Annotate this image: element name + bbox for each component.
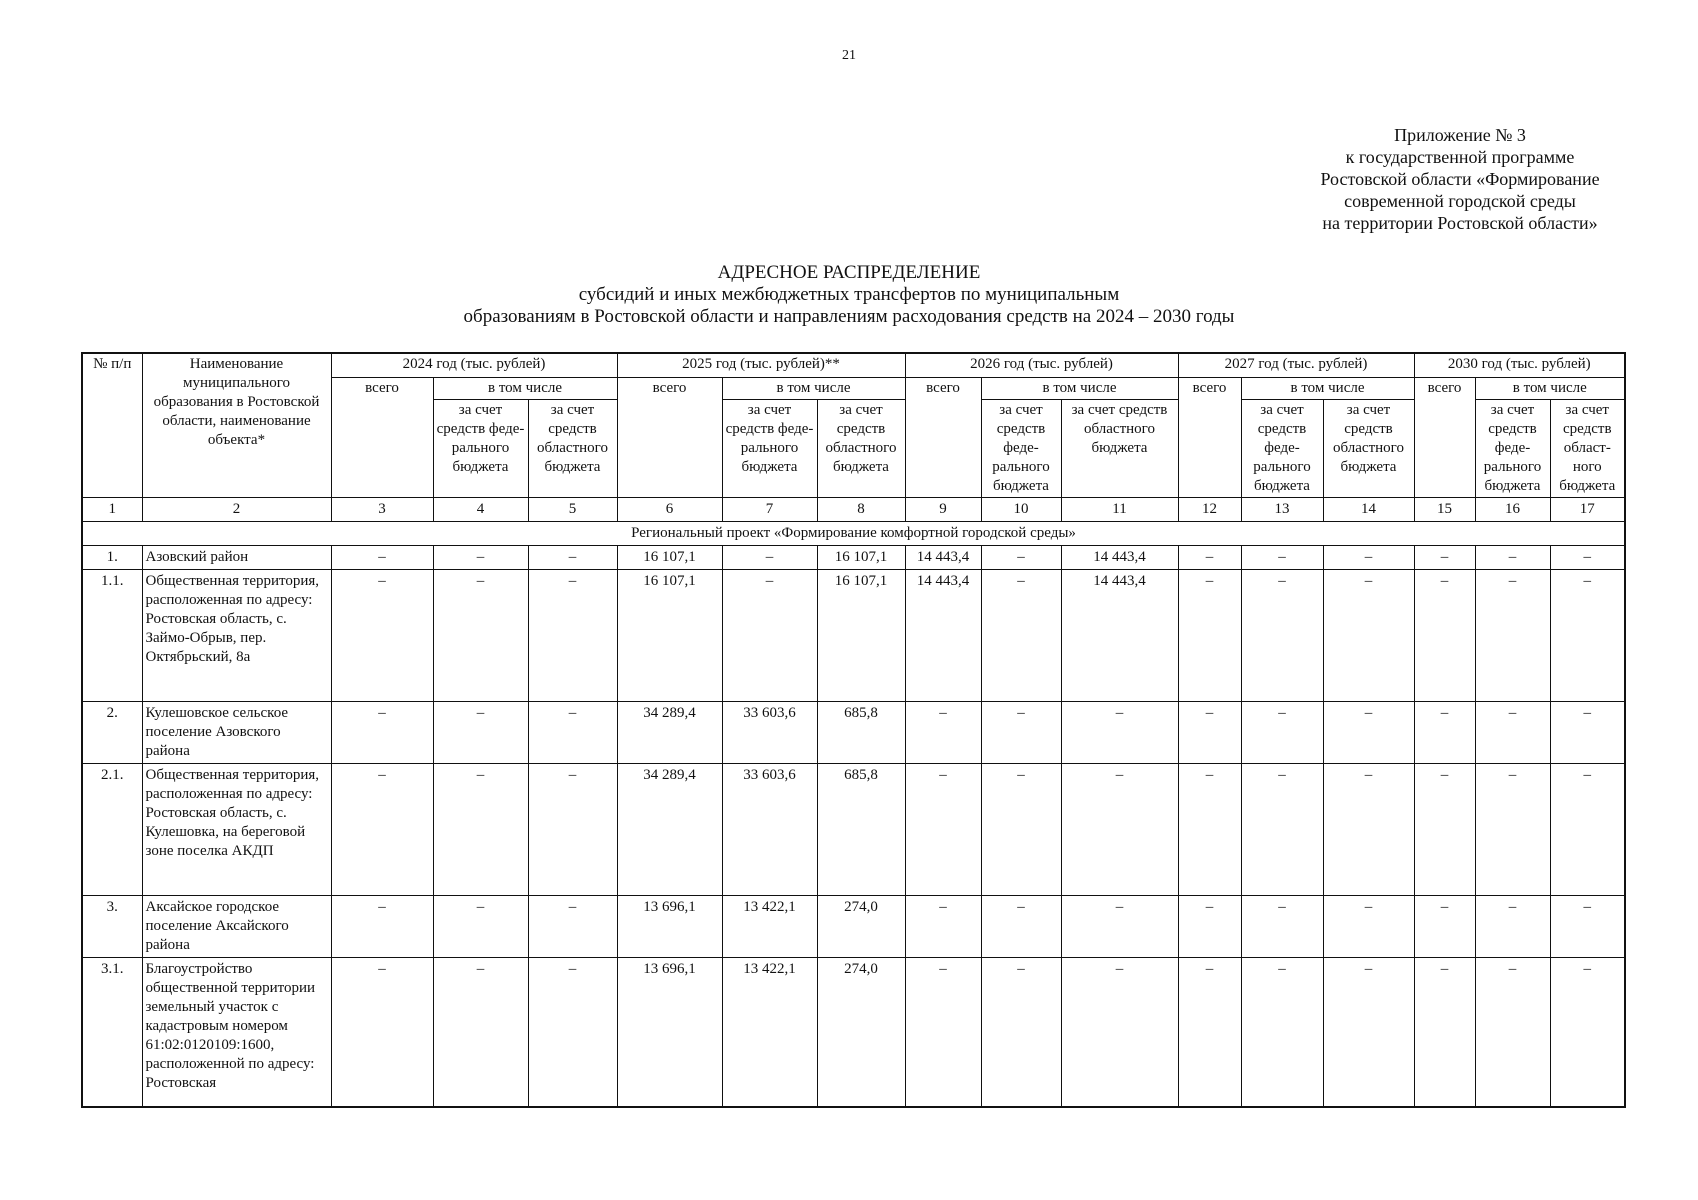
row-value: 685,8: [817, 763, 905, 895]
row-value: –: [981, 701, 1061, 763]
column-number: 17: [1550, 497, 1625, 521]
row-value: 274,0: [817, 895, 905, 957]
column-number: 1: [82, 497, 142, 521]
row-name: Азовский район: [142, 545, 331, 569]
header-federal: за счет средств феде-рального бюджета: [1475, 399, 1550, 497]
header-total: всего: [617, 377, 722, 497]
header-including: в том числе: [1475, 377, 1625, 399]
row-value: –: [981, 545, 1061, 569]
row-value: –: [433, 569, 528, 701]
row-value: –: [528, 701, 617, 763]
column-number: 11: [1061, 497, 1178, 521]
row-value: 13 696,1: [617, 957, 722, 1107]
row-value: –: [1323, 569, 1414, 701]
row-value: –: [331, 569, 433, 701]
header-regional: за счет средств областного бюджета: [817, 399, 905, 497]
row-value: –: [528, 957, 617, 1107]
row-value: –: [1550, 957, 1625, 1107]
row-value: –: [1178, 545, 1241, 569]
header-including: в том числе: [1241, 377, 1414, 399]
row-value: –: [331, 895, 433, 957]
header-total: всего: [1178, 377, 1241, 497]
column-number: 6: [617, 497, 722, 521]
row-value: –: [1061, 957, 1178, 1107]
header-name: Наименование муниципального образования в Ростовской области, наименование объекта*: [142, 353, 331, 497]
row-value: –: [1061, 701, 1178, 763]
row-value: 13 696,1: [617, 895, 722, 957]
appendix-line: Ростовской области «Формирование: [1320, 169, 1600, 189]
row-value: –: [1323, 545, 1414, 569]
header-federal: за счет средств феде-рального бюджета: [722, 399, 817, 497]
row-value: –: [1550, 569, 1625, 701]
row-value: 14 443,4: [1061, 545, 1178, 569]
column-number: 3: [331, 497, 433, 521]
column-number: 13: [1241, 497, 1323, 521]
column-number-row: [82, 497, 1625, 521]
row-value: –: [1414, 957, 1475, 1107]
row-value: 685,8: [817, 701, 905, 763]
row-value: 33 603,6: [722, 701, 817, 763]
row-value: –: [1323, 957, 1414, 1107]
row-value: –: [1550, 545, 1625, 569]
row-value: –: [1241, 763, 1323, 895]
row-value: –: [905, 763, 981, 895]
row-value: 16 107,1: [617, 569, 722, 701]
row-value: –: [981, 569, 1061, 701]
section-title: Региональный проект «Формирование комфортной городской среды»: [82, 521, 1625, 545]
row-value: –: [1414, 569, 1475, 701]
row-value: –: [1323, 701, 1414, 763]
appendix-note: [1250, 124, 1670, 234]
row-value: 34 289,4: [617, 763, 722, 895]
row-value: –: [1178, 895, 1241, 957]
column-number: 4: [433, 497, 528, 521]
row-value: –: [1241, 569, 1323, 701]
table-row: [82, 957, 1625, 1107]
appendix-line: на территории Ростовской области»: [1322, 213, 1598, 233]
row-number: 3.: [82, 895, 142, 957]
row-value: –: [433, 895, 528, 957]
row-value: 13 422,1: [722, 895, 817, 957]
header-no: № п/п: [82, 353, 142, 497]
column-number: 7: [722, 497, 817, 521]
row-value: –: [433, 545, 528, 569]
row-value: –: [528, 895, 617, 957]
column-number: 16: [1475, 497, 1550, 521]
row-value: –: [981, 763, 1061, 895]
row-value: –: [1241, 957, 1323, 1107]
row-value: –: [1178, 763, 1241, 895]
column-number: 15: [1414, 497, 1475, 521]
header-including: в том числе: [722, 377, 905, 399]
title-line-1: АДРЕСНОЕ РАСПРЕДЕЛЕНИЕ: [717, 262, 981, 283]
row-value: 14 443,4: [1061, 569, 1178, 701]
header-total: всего: [331, 377, 433, 497]
row-value: –: [1241, 545, 1323, 569]
table-row: [82, 895, 1625, 957]
row-value: –: [905, 895, 981, 957]
appendix-line: Приложение № 3: [1394, 125, 1526, 145]
appendix-line: к государственной программе: [1345, 147, 1575, 167]
header-year-2025: 2025 год (тыс. рублей)**: [617, 353, 905, 377]
row-value: –: [1475, 895, 1550, 957]
row-value: –: [528, 763, 617, 895]
row-value: –: [1061, 895, 1178, 957]
row-value: –: [1178, 957, 1241, 1107]
row-value: –: [1061, 763, 1178, 895]
column-number: 10: [981, 497, 1061, 521]
row-value: –: [905, 957, 981, 1107]
row-value: 274,0: [817, 957, 905, 1107]
row-value: 16 107,1: [617, 545, 722, 569]
row-value: –: [1414, 545, 1475, 569]
header-federal: за счет средств феде-рального бюджета: [981, 399, 1061, 497]
row-value: –: [331, 763, 433, 895]
distribution-table: [81, 352, 1626, 1108]
page-number: 21: [842, 48, 856, 63]
row-value: 16 107,1: [817, 545, 905, 569]
row-value: –: [528, 569, 617, 701]
header-including: в том числе: [433, 377, 617, 399]
row-value: 33 603,6: [722, 763, 817, 895]
document-title: [0, 262, 1698, 328]
header-federal: за счет средств феде-рального бюджета: [433, 399, 528, 497]
header-year-2027: 2027 год (тыс. рублей): [1178, 353, 1414, 377]
header-total: всего: [1414, 377, 1475, 497]
row-name: Общественная территория, расположенная по адресу: Ростовская область, с. Кулешовка, на береговой зоне поселка АКДП: [142, 763, 331, 895]
header-year-2030: 2030 год (тыс. рублей): [1414, 353, 1625, 377]
row-number: 2.1.: [82, 763, 142, 895]
row-number: 2.: [82, 701, 142, 763]
row-value: –: [1241, 701, 1323, 763]
table-row: [82, 763, 1625, 895]
column-number: 5: [528, 497, 617, 521]
table-row: [82, 545, 1625, 569]
row-value: 34 289,4: [617, 701, 722, 763]
row-value: –: [1323, 763, 1414, 895]
header-regional: за счет средств областного бюджета: [528, 399, 617, 497]
row-value: –: [981, 957, 1061, 1107]
row-value: 14 443,4: [905, 545, 981, 569]
table-row: [82, 701, 1625, 763]
row-value: –: [331, 701, 433, 763]
row-value: –: [722, 545, 817, 569]
row-value: –: [1550, 763, 1625, 895]
section-row: [82, 521, 1625, 545]
column-number: 9: [905, 497, 981, 521]
row-value: –: [331, 957, 433, 1107]
row-value: –: [905, 701, 981, 763]
row-value: 14 443,4: [905, 569, 981, 701]
header-year-2026: 2026 год (тыс. рублей): [905, 353, 1178, 377]
row-number: 3.1.: [82, 957, 142, 1107]
table-row: [82, 569, 1625, 701]
row-value: –: [981, 895, 1061, 957]
row-value: 16 107,1: [817, 569, 905, 701]
row-value: –: [1550, 895, 1625, 957]
row-value: –: [1241, 895, 1323, 957]
row-value: –: [1550, 701, 1625, 763]
row-value: –: [1178, 701, 1241, 763]
row-value: –: [1475, 957, 1550, 1107]
column-number: 8: [817, 497, 905, 521]
row-value: –: [1414, 895, 1475, 957]
appendix-line: современной городской среды: [1344, 191, 1576, 211]
header-regional: за счет средств областного бюджета: [1323, 399, 1414, 497]
column-number: 14: [1323, 497, 1414, 521]
row-name: Благоустройство общественной территории земельный участок с кадастровым номером 61:02:0120109:1600, расположенной по адресу: Ростовская: [142, 957, 331, 1107]
row-value: –: [1414, 701, 1475, 763]
header-year-2024: 2024 год (тыс. рублей): [331, 353, 617, 377]
row-value: –: [1323, 895, 1414, 957]
row-value: –: [1414, 763, 1475, 895]
row-number: 1.1.: [82, 569, 142, 701]
header-total: всего: [905, 377, 981, 497]
row-value: –: [1475, 701, 1550, 763]
row-value: –: [433, 957, 528, 1107]
row-value: –: [528, 545, 617, 569]
row-value: –: [1178, 569, 1241, 701]
row-value: –: [433, 763, 528, 895]
header-regional: за счет средств област-ного бюджета: [1550, 399, 1625, 497]
row-value: –: [1475, 545, 1550, 569]
title-line-2: субсидий и иных межбюджетных трансфертов по муниципальным: [578, 284, 1120, 305]
header-regional: за счет средств областного бюджета: [1061, 399, 1178, 497]
title-line-3: образованиям в Ростовской области и направлениям расходования средств на 2024 – 2030 годы: [463, 306, 1235, 327]
row-value: 13 422,1: [722, 957, 817, 1107]
row-name: Общественная территория, расположенная по адресу: Ростовская область, с. Займо-Обрыв, пер. Октябрьский, 8а: [142, 569, 331, 701]
row-value: –: [1475, 569, 1550, 701]
header-including: в том числе: [981, 377, 1178, 399]
row-value: –: [433, 701, 528, 763]
column-number: 12: [1178, 497, 1241, 521]
row-number: 1.: [82, 545, 142, 569]
header-federal: за счет средств феде-рального бюджета: [1241, 399, 1323, 497]
row-value: –: [722, 569, 817, 701]
column-number: 2: [142, 497, 331, 521]
row-value: –: [331, 545, 433, 569]
row-value: –: [1475, 763, 1550, 895]
row-name: Кулешовское сельское поселение Азовского района: [142, 701, 331, 763]
row-name: Аксайское городское поселение Аксайского района: [142, 895, 331, 957]
